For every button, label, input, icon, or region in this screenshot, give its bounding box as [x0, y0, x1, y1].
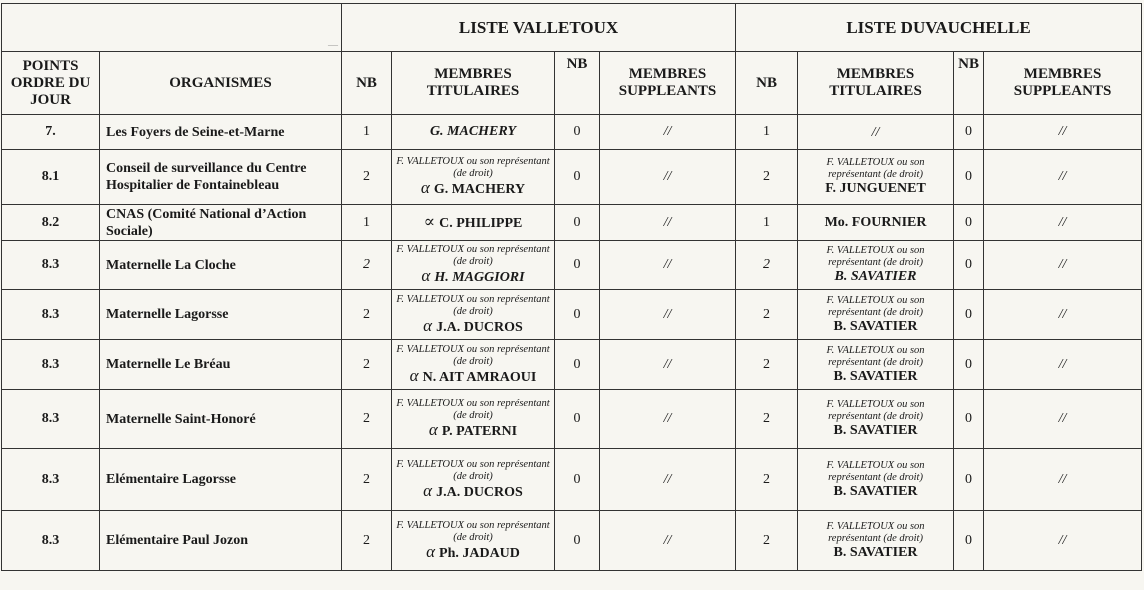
table-row	[2, 205, 1142, 241]
v-titulaires-cell	[392, 290, 555, 340]
v-nb-cell: 2	[342, 511, 392, 571]
v-titulaire-name	[395, 541, 551, 562]
v-nb-cell: 2	[342, 340, 392, 390]
point-cell: 8.3	[2, 340, 100, 390]
table-row	[2, 390, 1142, 449]
d-nb-cell: 2	[736, 511, 798, 571]
v-titulaire-label: H. MAGGIORI	[434, 270, 525, 285]
d-suppleants-cell: //	[984, 390, 1142, 449]
v-titulaires-header: MEMBRES TITULAIRES	[392, 52, 555, 115]
v-titulaires-cell	[392, 511, 555, 571]
v-nb2-cell: 0	[555, 290, 600, 340]
vote-mark: α	[423, 315, 433, 335]
d-nb2-cell: 0	[954, 205, 984, 241]
v-titulaire-note: F. VALLETOUX ou son représentant (de droit)	[396, 244, 550, 267]
table-row	[2, 241, 1142, 290]
v-suppleants-cell: //	[600, 115, 736, 150]
header-corner	[2, 4, 342, 52]
v-titulaire-name	[395, 180, 551, 198]
d-nb2-cell: 0	[954, 290, 984, 340]
vote-mark: α	[428, 420, 438, 439]
v-titulaire-note: F. VALLETOUX ou son représentant (de droit)	[396, 398, 550, 421]
v-titulaire-label: J.A. DUCROS	[436, 319, 523, 335]
table-row	[2, 290, 1142, 340]
v-nb2-cell: 0	[555, 511, 600, 571]
v-titulaire-name	[395, 480, 551, 501]
organisme-cell: Maternelle Lagorsse	[100, 290, 342, 340]
d-suppleants-cell: //	[984, 290, 1142, 340]
d-suppleants-cell: //	[984, 449, 1142, 511]
organisme-cell: Les Foyers de Seine-et-Marne	[100, 115, 342, 150]
d-titulaire-note: F. VALLETOUX ou son représentant (de droit)	[826, 399, 925, 422]
d-titulaire-note: F. VALLETOUX ou son représentant (de droit)	[826, 157, 925, 180]
d-titulaire-name: //	[871, 125, 880, 140]
v-titulaire-label: G. MACHERY	[433, 182, 526, 197]
v-titulaires-cell	[392, 340, 555, 390]
liste-duvauchelle-header: LISTE DUVAUCHELLE	[736, 4, 1142, 52]
table-row	[2, 449, 1142, 511]
v-suppleants-cell: //	[600, 390, 736, 449]
v-titulaire-name	[395, 422, 551, 440]
v-titulaire-label: P. PATERNI	[441, 424, 518, 439]
d-suppleants-cell: //	[984, 511, 1142, 571]
v-nb-cell: 1	[342, 115, 392, 150]
v-titulaire-note: F. VALLETOUX ou son représentant (de droit)	[396, 293, 550, 317]
d-titulaires-cell	[798, 150, 954, 205]
v-nb2-cell: 0	[555, 390, 600, 449]
v-nb2-cell: 0	[555, 241, 600, 290]
v-nb-cell: 2	[342, 150, 392, 205]
d-titulaires-cell	[798, 449, 954, 511]
v-nb-header: NB	[342, 52, 392, 115]
v-titulaires-cell	[392, 449, 555, 511]
vote-mark: α	[423, 480, 433, 500]
d-titulaire-name: B. SAVATIER	[833, 318, 918, 334]
vote-mark: α	[421, 266, 431, 285]
v-titulaire-label: G. MACHERY	[429, 124, 517, 139]
d-nb2-cell: 0	[954, 340, 984, 390]
v-nb2-cell: 0	[555, 340, 600, 390]
d-nb-header: NB	[736, 52, 798, 115]
d-titulaires-cell	[798, 511, 954, 571]
organisme-cell: Elémentaire Paul Jozon	[100, 511, 342, 571]
d-titulaires-header: MEMBRES TITULAIRES	[798, 52, 954, 115]
corner-mark: —	[328, 40, 338, 51]
point-cell: 8.3	[2, 241, 100, 290]
organisme-cell: Conseil de surveillance du Centre Hospitalier de Fontainebleau	[100, 150, 342, 205]
d-nb2-cell: 0	[954, 390, 984, 449]
point-cell: 8.3	[2, 511, 100, 571]
point-cell: 8.3	[2, 390, 100, 449]
v-nb2-cell: 0	[555, 150, 600, 205]
v-suppleants-cell: //	[600, 340, 736, 390]
d-nb-cell: 1	[736, 115, 798, 150]
organismes-header: ORGANISMES	[100, 52, 342, 115]
d-titulaire-name: Mo. FOURNIER	[824, 214, 927, 230]
v-nb-cell: 2	[342, 390, 392, 449]
column-header-row	[2, 52, 1142, 115]
v-nb2-header: NB	[555, 52, 600, 115]
d-nb-cell: 2	[736, 150, 798, 205]
d-nb2-cell: 0	[954, 449, 984, 511]
organisme-cell: CNAS (Comité National d’Action Sociale)	[100, 205, 342, 241]
v-nb2-cell: 0	[555, 449, 600, 511]
vote-mark: ∝	[423, 211, 436, 231]
organisme-cell: Maternelle Saint-Honoré	[100, 390, 342, 449]
point-cell: 8.1	[2, 150, 100, 205]
vote-mark: α	[426, 541, 436, 561]
v-titulaire-name	[395, 365, 551, 386]
list-header-row	[2, 4, 1142, 52]
v-suppleants-header: MEMBRES SUPPLEANTS	[600, 52, 736, 115]
v-titulaires-cell	[392, 150, 555, 205]
v-titulaire-name	[395, 124, 551, 140]
v-nb2-cell: 0	[555, 205, 600, 241]
v-titulaire-name	[395, 315, 551, 336]
d-titulaire-name: B. SAVATIER	[833, 423, 918, 438]
v-suppleants-cell: //	[600, 511, 736, 571]
vote-mark: α	[409, 365, 419, 385]
v-titulaire-note: F. VALLETOUX ou son représentant (de droit)	[396, 343, 550, 367]
organisme-cell: Elémentaire Lagorsse	[100, 449, 342, 511]
d-titulaires-cell	[798, 205, 954, 241]
v-suppleants-cell: //	[600, 150, 736, 205]
v-titulaire-note: F. VALLETOUX ou son représentant (de droit)	[396, 156, 550, 179]
d-titulaire-note: F. VALLETOUX ou son représentant (de droit)	[826, 459, 925, 483]
v-titulaire-label: J.A. DUCROS	[436, 484, 523, 500]
d-titulaires-cell	[798, 340, 954, 390]
point-cell: 8.3	[2, 449, 100, 511]
d-titulaire-name: F. JUNGUENET	[825, 181, 926, 196]
d-titulaire-note: F. VALLETOUX ou son représentant (de droit)	[826, 344, 925, 368]
d-titulaire-note: F. VALLETOUX ou son représentant (de droit)	[826, 245, 925, 268]
point-cell: 7.	[2, 115, 100, 150]
v-nb2-cell: 0	[555, 115, 600, 150]
d-nb2-cell: 0	[954, 241, 984, 290]
d-titulaire-note: F. VALLETOUX ou son représentant (de droit)	[826, 520, 925, 544]
d-nb-cell: 2	[736, 340, 798, 390]
v-suppleants-cell: //	[600, 241, 736, 290]
d-nb2-cell: 0	[954, 511, 984, 571]
v-suppleants-cell: //	[600, 290, 736, 340]
d-nb-cell: 2	[736, 290, 798, 340]
d-suppleants-cell: //	[984, 150, 1142, 205]
v-titulaire-note: F. VALLETOUX ou son représentant (de droit)	[396, 519, 550, 543]
point-cell: 8.3	[2, 290, 100, 340]
v-suppleants-cell: //	[600, 449, 736, 511]
point-cell: 8.2	[2, 205, 100, 241]
v-titulaires-cell	[392, 390, 555, 449]
d-titulaires-cell	[798, 390, 954, 449]
v-titulaire-name	[395, 211, 551, 232]
points-header: POINTS ORDRE DU JOUR	[2, 52, 100, 115]
d-nb-cell: 1	[736, 205, 798, 241]
d-titulaires-cell	[798, 241, 954, 290]
v-titulaires-cell	[392, 115, 555, 150]
d-titulaire-name: B. SAVATIER	[833, 483, 918, 499]
table-row	[2, 340, 1142, 390]
d-nb2-cell: 0	[954, 150, 984, 205]
liste-valletoux-header: LISTE VALLETOUX	[342, 4, 736, 52]
d-suppleants-cell: //	[984, 340, 1142, 390]
d-titulaires-cell	[798, 115, 954, 150]
v-titulaire-label: C. PHILIPPE	[439, 215, 523, 231]
d-titulaire-note: F. VALLETOUX ou son représentant (de droit)	[826, 294, 925, 318]
table-row	[2, 115, 1142, 150]
d-nb-cell: 2	[736, 241, 798, 290]
d-nb2-header: NB	[954, 52, 984, 115]
v-titulaires-cell	[392, 205, 555, 241]
vote-mark: α	[420, 178, 430, 197]
v-titulaire-label: N. AIT AMRAOUI	[422, 369, 537, 385]
table-row	[2, 150, 1142, 205]
d-nb-cell: 2	[736, 390, 798, 449]
d-titulaire-name: B. SAVATIER	[833, 368, 918, 384]
table-row	[2, 511, 1142, 571]
d-titulaires-cell	[798, 290, 954, 340]
v-titulaires-cell	[392, 241, 555, 290]
v-suppleants-cell: //	[600, 205, 736, 241]
d-titulaire-name: B. SAVATIER	[833, 544, 918, 560]
organisme-cell: Maternelle La Cloche	[100, 241, 342, 290]
v-titulaire-label: Ph. JADAUD	[439, 545, 520, 561]
v-nb-cell: 1	[342, 205, 392, 241]
d-titulaire-name: B. SAVATIER	[834, 269, 917, 284]
v-nb-cell: 2	[342, 449, 392, 511]
v-titulaire-name	[395, 268, 551, 286]
v-titulaire-note: F. VALLETOUX ou son représentant (de droit)	[396, 458, 550, 482]
d-suppleants-cell: //	[984, 241, 1142, 290]
d-suppleants-cell: //	[984, 115, 1142, 150]
organisme-cell: Maternelle Le Bréau	[100, 340, 342, 390]
d-suppleants-header: MEMBRES SUPPLEANTS	[984, 52, 1142, 115]
d-nb2-cell: 0	[954, 115, 984, 150]
designation-table	[1, 3, 1142, 571]
d-suppleants-cell: //	[984, 205, 1142, 241]
v-nb-cell: 2	[342, 241, 392, 290]
d-nb-cell: 2	[736, 449, 798, 511]
v-nb-cell: 2	[342, 290, 392, 340]
